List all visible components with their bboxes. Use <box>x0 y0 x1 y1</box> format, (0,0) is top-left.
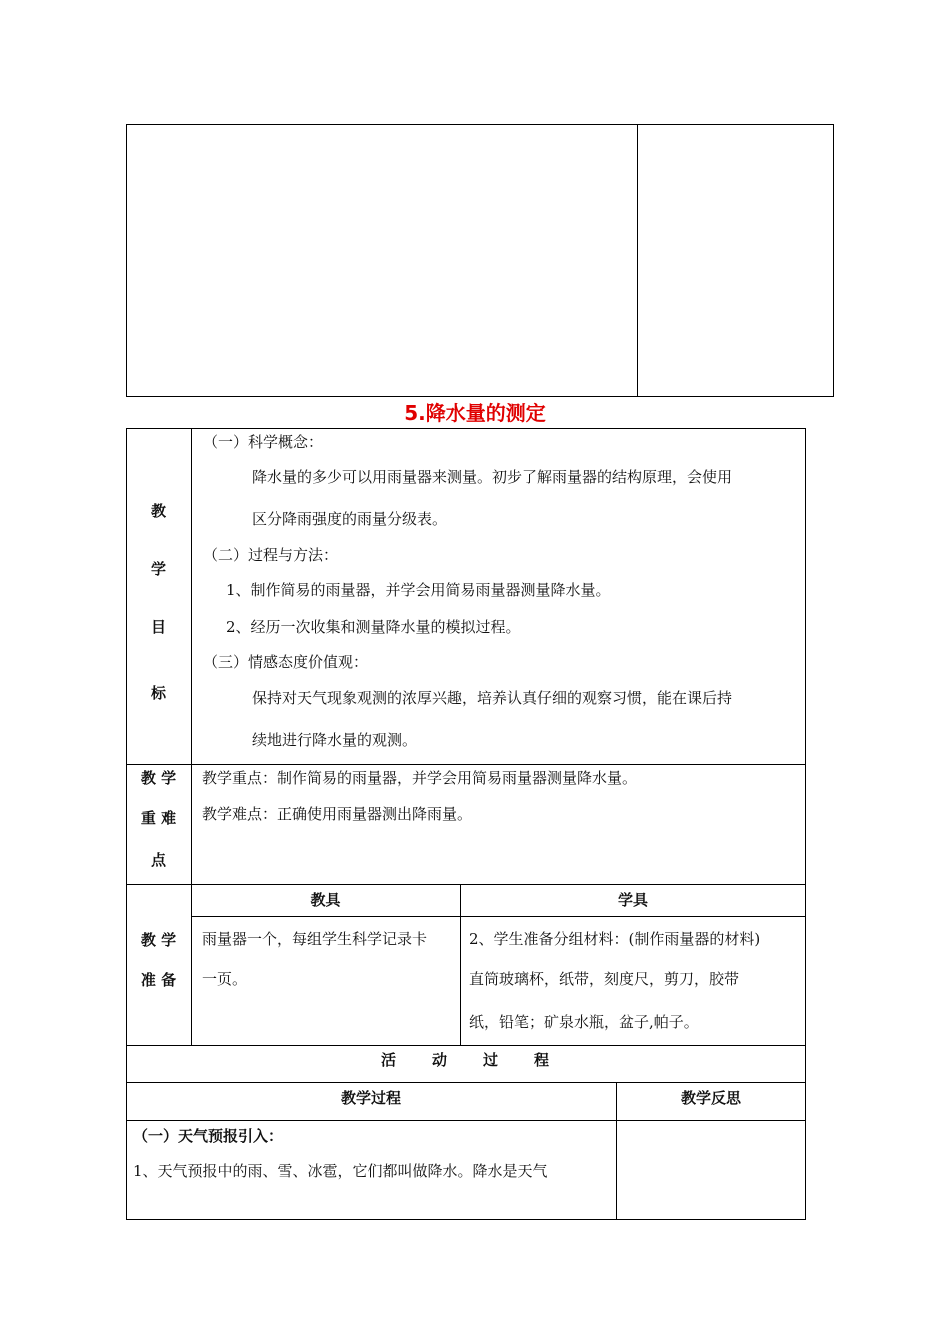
science-concept-line-1: 降水量的多少可以用雨量器来测量。初步了解雨量器的结构原理，会使用 <box>252 468 733 486</box>
weather-forecast-intro-heading: （一）天气预报引入： <box>133 1127 284 1145</box>
keypoints-label-2: 重 难 <box>140 809 177 827</box>
prep-label-1: 教 学 <box>140 931 177 949</box>
student-tools-line-1: 2、学生准备分组材料：(制作雨量器的材料) <box>469 930 761 948</box>
attitude-line-1: 保持对天气现象观测的浓厚兴趣，培养认真仔细的观察习惯，能在课后持 <box>252 689 733 707</box>
row-divider-objectives <box>126 764 806 765</box>
prep-label-2: 准 备 <box>140 971 177 989</box>
objectives-label-1: 教 <box>150 502 166 520</box>
top-empty-table <box>126 124 834 397</box>
prep-header-divider <box>191 916 806 917</box>
lesson-title: 5.降水量的测定 <box>404 401 546 425</box>
teacher-tools-line-1: 雨量器一个，每组学生科学记录卡 <box>202 930 428 948</box>
attitude-heading: （三）情感态度价值观： <box>203 653 369 671</box>
teacher-tools-header: 教具 <box>310 891 341 909</box>
attitude-line-2: 续地进行降水量的观测。 <box>252 731 418 749</box>
label-column-divider <box>191 428 192 1046</box>
teaching-process-header: 教学过程 <box>340 1089 401 1107</box>
student-tools-line-3: 纸，铅笔；矿泉水瓶，盆子,帕子。 <box>469 1013 699 1031</box>
activity-process-header: 活 动 过 程 <box>380 1051 551 1069</box>
row-divider-keypoints <box>126 884 806 885</box>
weather-forecast-intro-line-1: 1、天气预报中的雨、雪、冰雹，它们都叫做降水。降水是天气 <box>133 1162 548 1180</box>
student-tools-header: 学具 <box>617 891 648 909</box>
process-method-item-1: 1、制作简易的雨量器，并学会用简易雨量器测量降水量。 <box>226 581 611 599</box>
keypoints-label-1: 教 学 <box>140 769 177 787</box>
science-concept-heading: （一）科学概念： <box>203 433 324 451</box>
keypoints-label-3: 点 <box>150 851 166 869</box>
top-table-divider <box>637 124 638 397</box>
activity-header-divider <box>126 1082 806 1083</box>
objectives-label-4: 标 <box>150 684 166 702</box>
lesson-plan-table <box>126 428 806 1046</box>
teaching-difficulty: 教学难点：正确使用雨量器测出降雨量。 <box>202 805 473 823</box>
science-concept-line-2: 区分降雨强度的雨量分级表。 <box>252 510 448 528</box>
teaching-focus: 教学重点：制作简易的雨量器，并学会用简易雨量器测量降水量。 <box>202 769 638 787</box>
objectives-label-2: 学 <box>150 560 166 578</box>
teacher-tools-line-2: 一页。 <box>202 970 248 988</box>
student-tools-line-2: 直筒玻璃杯，纸带，刻度尺，剪刀，胶带 <box>469 970 740 988</box>
teaching-reflection-header: 教学反思 <box>680 1089 741 1107</box>
process-header-divider <box>126 1120 806 1121</box>
objectives-label-3: 目 <box>150 618 166 636</box>
process-method-heading: （二）过程与方法： <box>203 546 339 564</box>
process-method-item-2: 2、经历一次收集和测量降水量的模拟过程。 <box>226 618 521 636</box>
